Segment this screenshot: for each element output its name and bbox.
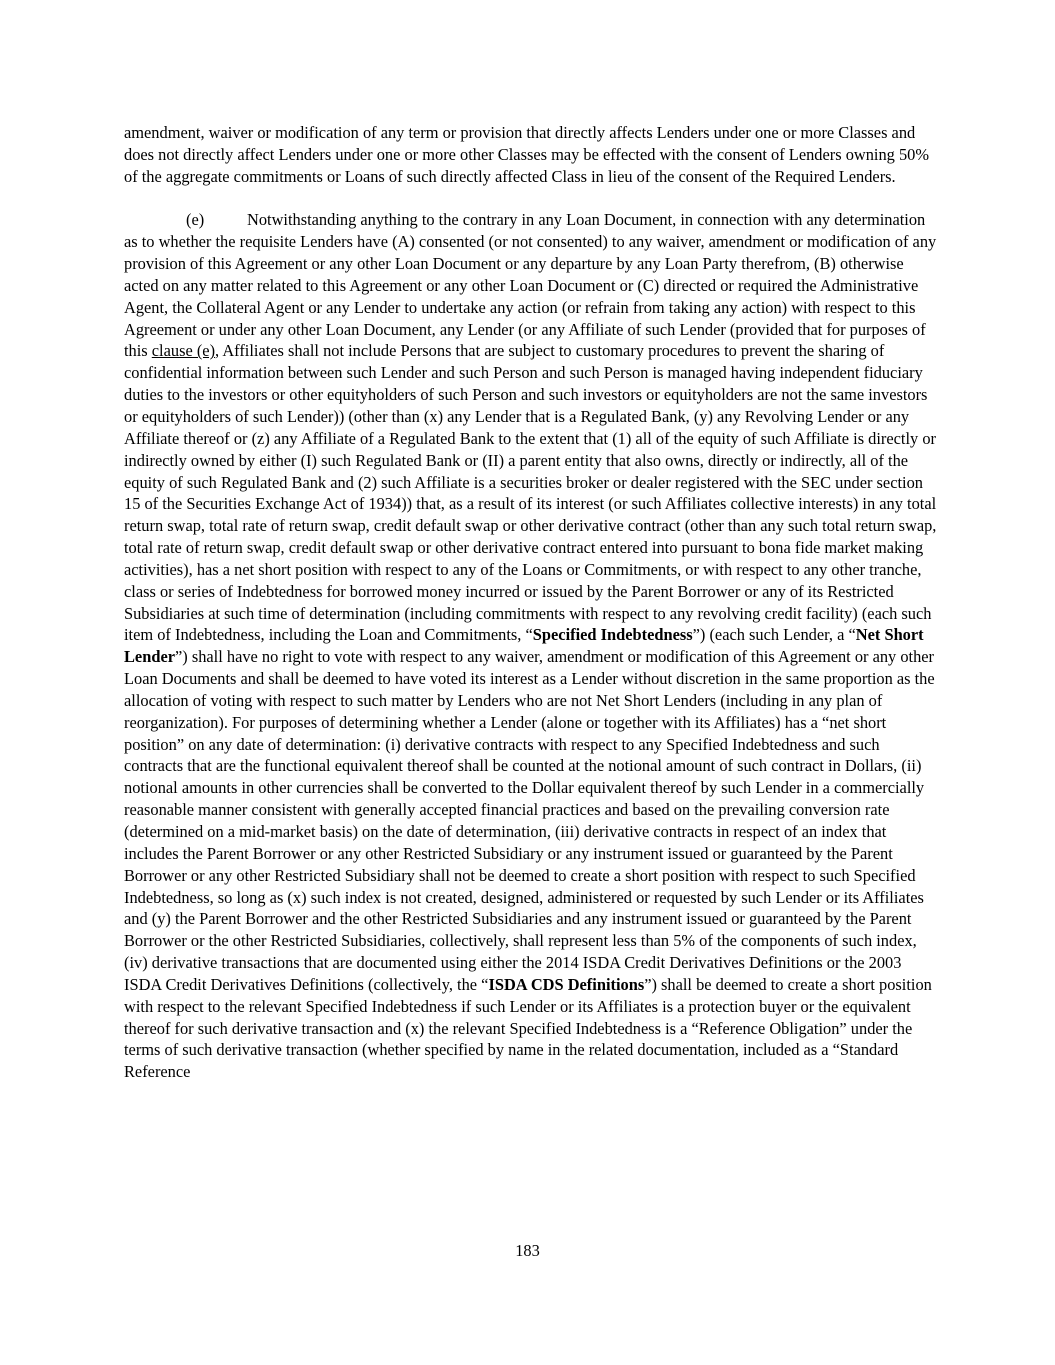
paragraph-clause-e xyxy=(124,209,940,1083)
clause-text-part-4: ”) shall have no right to vote with respect to any waiver, amendment or modification of this Agreement or any other Loan Documents and shall be deemed to have voted its interest as a Lender without discretion in the same proportion as the allocation of voting with respect to such matter by Lenders who are not Net Short Lenders (including in any plan of reorganization). For purposes of determining whether a Lender (alone or together with its Affiliates) has a “net short position” on any date of determination: (i) derivative contracts with respect to any Specified Indebtedness and such contracts that are the functional equivalent thereof shall be counted at the notional amount of such contract in Dollars, (ii) notional amounts in other currencies shall be converted to the Dollar equivalent thereof by such Lender in a commercially reasonable manner consistent with generally accepted financial practices and based on the prevailing conversion rate (determined on a mid-market basis) on the date of determination, (iii) derivative contracts in respect of an index that includes the Parent Borrower or any other Restricted Subsidiary or any instrument issued or guaranteed by the Parent Borrower or any other Restricted Subsidiary shall not be deemed to create a short position with respect to such Specified Indebtedness, so long as (x) such index is not created, designed, administered or requested by such Lender or its Affiliates and (y) the Parent Borrower and the other Restricted Subsidiaries and any instrument issued or guaranteed by the Parent Borrower or the other Restricted Subsidiaries, collectively, shall represent less than 5% of the components of such index, (iv) derivative transactions that are documented using either the 2014 ISDA Credit Derivatives Definitions or the 2003 ISDA Credit Derivatives Definitions (collectively, the “ xyxy=(124,647,935,994)
paragraph-continuation: amendment, waiver or modification of any term or provision that directly affects Lenders under one or more Classes and does not directly affect Lenders under one or more other Classes may be effected with the consent of Lenders owning 50% of the aggregate commitments or Loans of such directly affected Class in lieu of the consent of the Required Lenders. xyxy=(124,123,930,186)
defined-term-isda-cds-definitions: ISDA CDS Definitions xyxy=(488,974,645,994)
defined-term-net-short-lender: Net Short Lender xyxy=(124,625,924,667)
clause-label: (e) xyxy=(186,210,205,230)
defined-term-specified-indebtedness: Specified Indebtedness xyxy=(532,625,693,645)
clause-text-part-5: ”) shall be deemed to create a short position with respect to the relevant Specified Indebtedness if such Lender or its Affiliates is a protection buyer or the equivalent thereof for such derivative transaction and (x) the relevant Specified Indebtedness is a “Reference Obligation” under the terms of such derivative transaction (whether specified by name in the related documentation, included as a “Standard Reference xyxy=(124,974,932,1082)
clause-text-part-3: ”) (each such Lender, a “ xyxy=(692,625,856,645)
clause-text-part-1: Notwithstanding anything to the contrary in any Loan Document, in connection with any determination as to whether the requisite Lenders have (A) consented (or not consented) to any waiver, amendment or modification of any provision of this Agreement or any other Loan Document or any departure by any Loan Party therefrom, (B) otherwise acted on any matter related to this Agreement or any other Loan Document or (C) directed or required the Administrative Agent, the Collateral Agent or any Lender to undertake any action (or refrain from taking any action) with respect to this Agreement or under any other Loan Document, any Lender (or any Affiliate of such Lender (provided that for purposes of this xyxy=(124,210,937,361)
clause-text-part-2: , Affiliates shall not include Persons that are subject to customary procedures to prevent the sharing of confidential information between such Lender and such Person and such Person is managed having independent fiduciary duties to the investors or other equityholders of such Person and such investors or equityholders are not the same investors or equityholders of such Lender)) (other than (x) any Lender that is a Regulated Bank, (y) any Revolving Lender or any Affiliate thereof or (z) any Affiliate of a Regulated Bank to the extent that (1) all of the equity of such Affiliate is directly or indirectly owned by either (I) such Regulated Bank or (II) a parent entity that also owns, directly or indirectly, all of the equity of such Regulated Bank and (2) such Affiliate is a securities broker or dealer registered with the SEC under section 15 of the Securities Exchange Act of 1934)) that, as a result of its interest (or such Affiliates collective interests) in any total return swap, total rate of return swap, credit default swap or other derivative contract (other than any such total return swap, total rate of return swap, credit default swap or other derivative contract entered into pursuant to bona fide market making activities), has a net short position with respect to any of the Loans or Commitments, or with respect to any other tranche, class or series of Indebtedness for borrowed money incurred or issued by the Parent Borrower or any of its Restricted Subsidiaries at such time of determination (including commitments with respect to any revolving credit facility) (each such item of Indebtedness, including the Loan and Commitments, “ xyxy=(124,341,937,645)
clause-reference: clause (e) xyxy=(151,341,216,361)
document-page xyxy=(124,122,940,1083)
page-number: 183 xyxy=(515,1241,540,1260)
